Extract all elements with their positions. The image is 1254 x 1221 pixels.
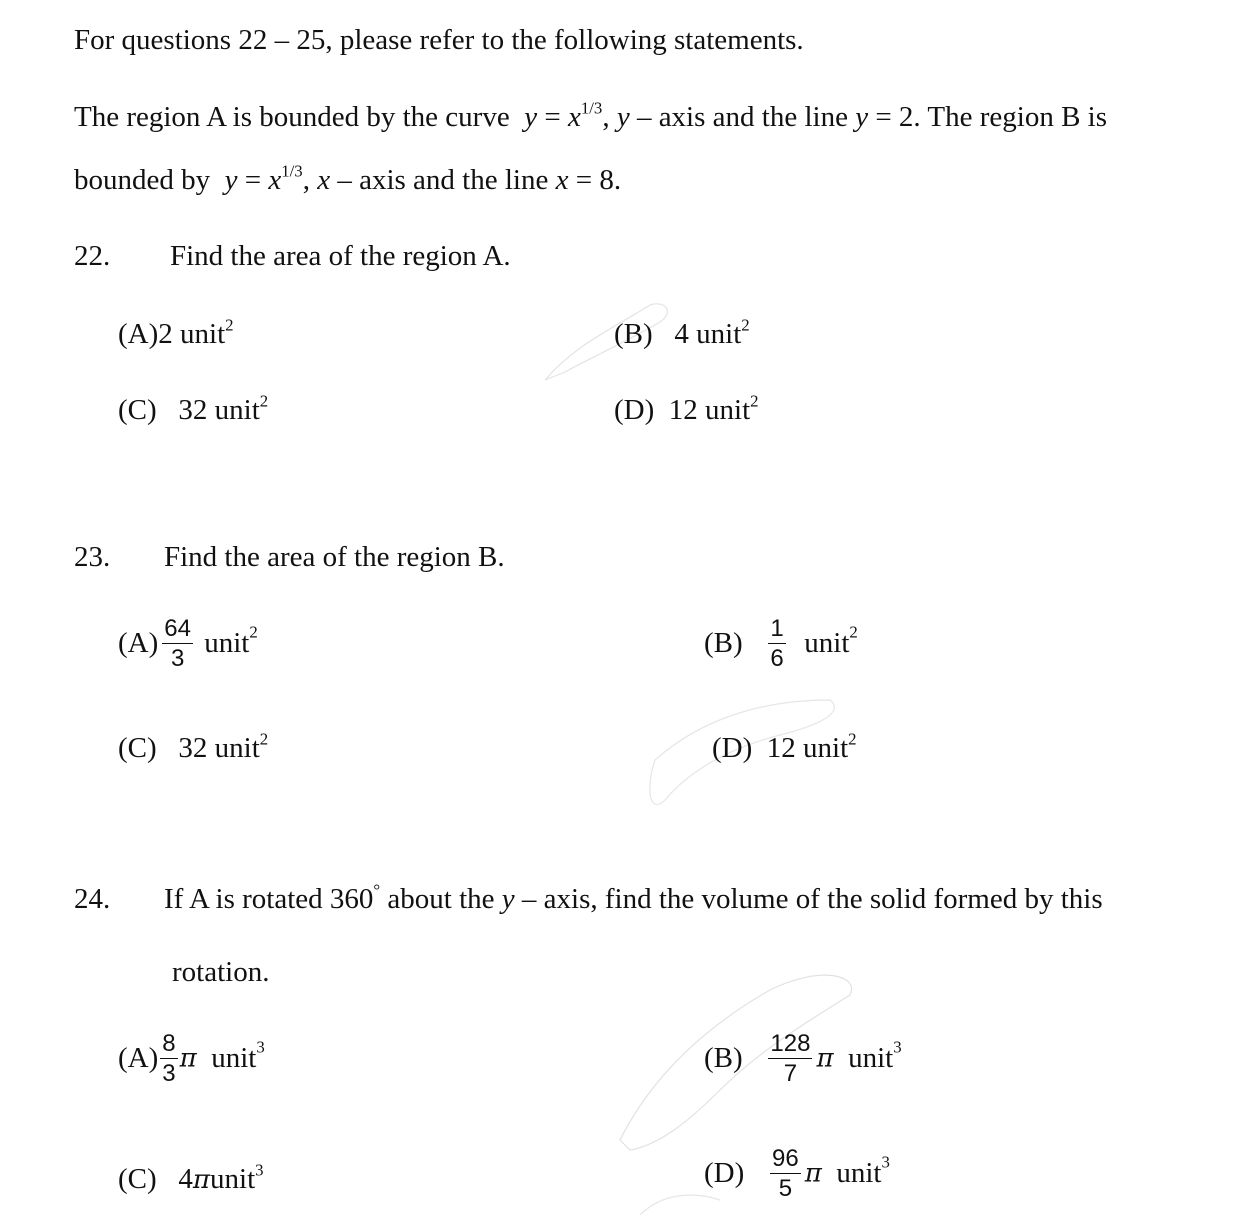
fraction-denominator: 3 [162,1060,176,1088]
q22-option-d[interactable] [614,391,759,427]
option-label: (A) [118,318,159,350]
option-label: (C) [118,732,157,764]
q24-option-c[interactable] [118,1160,264,1196]
option-value: 12 unit [668,394,751,426]
comma: , [302,164,318,196]
pi-symbol: π [179,1043,197,1074]
statement-text: = 2. The region B is [875,101,1108,133]
exponent: 1/3 [281,161,303,181]
option-label: (B) [614,318,653,350]
var-x: x [268,164,282,196]
fraction-denominator: 5 [778,1175,793,1203]
option-label: (D) [614,394,655,426]
option-value: 12 unit [766,732,849,764]
fraction-numerator: 96 [770,1146,801,1174]
exponent: 1/3 [580,98,603,118]
var-x: x [317,164,331,196]
option-power: 2 [849,622,858,642]
q23-option-d[interactable] [712,729,857,765]
option-value: unit [836,1157,882,1190]
fraction-denominator: 6 [770,645,784,673]
equals-sign: = [544,101,561,133]
option-label: (B) [704,627,743,660]
question-24-text [164,880,1103,916]
var-x: x [555,164,569,196]
pi-symbol: π [192,1165,211,1195]
var-y: y [224,164,238,196]
pi-symbol: π [804,1158,822,1189]
question-text: – axis, find the volume of the solid formed by this [521,883,1103,915]
option-coefficient: 4 [178,1163,193,1195]
option-power: 3 [255,1160,264,1180]
option-power: 2 [750,391,759,411]
option-power: 2 [848,729,857,749]
option-power: 3 [881,1152,890,1172]
option-value: 32 unit [178,732,260,764]
q22-option-a[interactable] [118,315,234,351]
fraction-numerator: 1 [768,616,785,644]
option-fraction [768,616,785,671]
option-label: (C) [118,394,157,426]
comma: , [602,101,617,133]
intro-text: For questions 22 – 25, please refer to the following statements. [74,24,804,56]
question-24-text-line2: rotation. [172,956,270,988]
option-power: 3 [893,1037,902,1057]
var-x: x [567,101,581,133]
option-value: unit [204,627,250,660]
question-22-number: 22. [74,240,111,272]
option-label: (D) [704,1157,745,1190]
var-y: y [616,101,630,133]
statement-text: bounded by [74,164,211,196]
var-y: y [501,883,515,915]
option-fraction [162,616,193,671]
var-y: y [524,101,538,133]
option-value: 4 unit [674,318,742,350]
fraction-denominator: 3 [170,645,185,673]
option-value: unit [211,1042,257,1075]
option-label: (B) [704,1042,743,1075]
option-value: unit [804,627,850,660]
degree-symbol: ° [373,880,381,900]
q23-option-a[interactable] [118,616,258,671]
option-power: 2 [741,315,750,335]
var-y: y [855,101,869,133]
option-value: unit [210,1163,256,1195]
fraction-numerator: 8 [160,1031,177,1059]
option-fraction [770,1146,801,1201]
q24-option-d[interactable] [704,1146,890,1201]
question-24-number: 24. [74,883,111,915]
question-23-number: 23. [74,541,111,573]
q23-option-b[interactable] [704,616,858,671]
option-power: 2 [225,315,234,335]
question-23-text: Find the area of the region B. [164,541,505,573]
question-22-text: Find the area of the region A. [170,240,511,272]
q23-option-c[interactable] [118,729,269,765]
fraction-numerator: 64 [162,616,193,644]
equals-sign: = [244,164,262,196]
question-text: about the [387,883,495,915]
q24-option-a[interactable] [118,1031,265,1086]
option-fraction [768,1031,812,1086]
statement-line-1 [74,98,1108,134]
option-value: 2 unit [158,318,226,350]
option-power: 2 [249,622,258,642]
option-power: 2 [259,729,269,749]
option-label: (A) [118,1042,159,1075]
statement-text: – axis and the line [636,101,848,133]
statement-text: The region A is bounded by the curve [74,101,510,133]
option-power: 3 [256,1037,265,1057]
option-value: unit [848,1042,894,1075]
question-text: If A is rotated 360 [164,883,374,915]
statement-line-2 [74,161,622,197]
statement-text: – axis and the line [337,164,549,196]
q22-option-b[interactable] [614,315,750,351]
q22-option-c[interactable] [118,391,269,427]
pi-symbol: π [816,1043,834,1074]
option-label: (C) [118,1163,157,1195]
option-label: (A) [118,627,159,660]
fraction-denominator: 7 [783,1060,798,1088]
fraction-numerator: 128 [768,1031,812,1059]
q24-option-b[interactable] [704,1031,902,1086]
option-power: 2 [259,391,269,411]
option-fraction [160,1031,177,1086]
option-value: 32 unit [178,394,260,426]
statement-text: = 8. [575,164,622,196]
option-label: (D) [712,732,753,764]
